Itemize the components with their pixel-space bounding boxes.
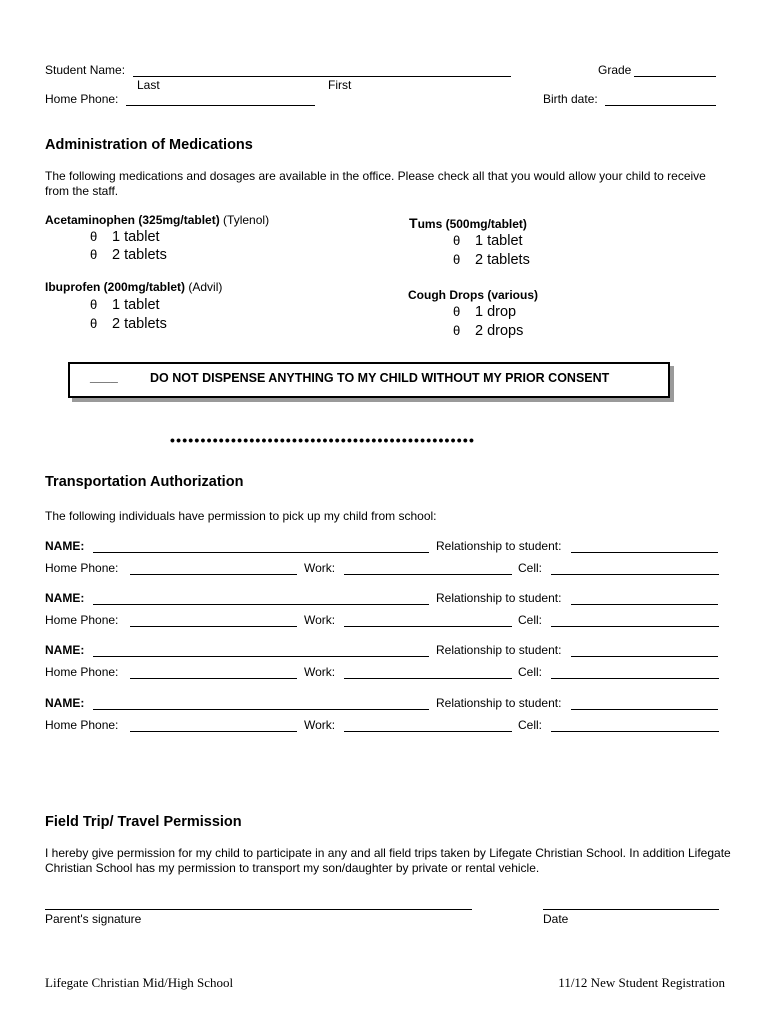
- pickup-relationship-field[interactable]: [571, 656, 718, 657]
- pickup-cell-label: Cell:: [518, 613, 543, 627]
- pickup-home-phone-field[interactable]: [130, 678, 297, 679]
- grade-label: Grade: [598, 63, 632, 77]
- pickup-relationship-field[interactable]: [571, 709, 718, 710]
- option-label: 1 tablet: [112, 297, 160, 313]
- pickup-relationship-label: Relationship to student:: [436, 539, 562, 553]
- acetaminophen-brand: (Tylenol): [223, 213, 270, 227]
- pickup-home-phone-label: Home Phone:: [45, 561, 119, 575]
- checkbox-icon[interactable]: θ: [453, 304, 461, 319]
- medications-heading: Administration of Medications: [45, 137, 253, 153]
- date-label: Date: [543, 912, 569, 926]
- pickup-name-field[interactable]: [93, 709, 429, 710]
- ibuprofen-brand: (Advil): [188, 280, 223, 294]
- pickup-cell-field[interactable]: [551, 678, 719, 679]
- consent-blank[interactable]: ____: [90, 370, 118, 384]
- pickup-name-field[interactable]: [93, 552, 429, 553]
- pickup-name-label: NAME:: [45, 643, 85, 657]
- pickup-work-field[interactable]: [344, 574, 512, 575]
- pickup-work-label: Work:: [304, 613, 336, 627]
- checkbox-icon[interactable]: θ: [90, 229, 98, 244]
- tums-name: ums (500mg/tablet): [417, 217, 527, 231]
- consent-box: [68, 362, 670, 398]
- tums-option-1[interactable]: [453, 233, 523, 249]
- date-field[interactable]: [543, 909, 719, 910]
- pickup-work-field[interactable]: [344, 626, 512, 627]
- pickup-cell-label: Cell:: [518, 718, 543, 732]
- cough-drops-label: Cough Drops (various): [408, 288, 539, 302]
- first-name-caption: First: [328, 78, 352, 92]
- pickup-work-label: Work:: [304, 665, 336, 679]
- pickup-cell-label: Cell:: [518, 561, 543, 575]
- pickup-work-field[interactable]: [344, 678, 512, 679]
- medications-intro: The following medications and dosages are available in the office. Please check all that you would allow your child to receive from the staff.: [45, 169, 706, 198]
- pickup-home-phone-label: Home Phone:: [45, 613, 119, 627]
- consent-text: DO NOT DISPENSE ANYTHING TO MY CHILD WITHOUT MY PRIOR CONSENT: [150, 371, 610, 385]
- pickup-name-field[interactable]: [93, 604, 429, 605]
- ibuprofen-option-1[interactable]: [90, 297, 160, 313]
- tums-label: [409, 215, 527, 231]
- field-trip-heading: Field Trip/ Travel Permission: [45, 814, 242, 830]
- checkbox-icon[interactable]: θ: [453, 252, 461, 267]
- option-label: 2 tablets: [112, 316, 167, 332]
- checkbox-icon[interactable]: θ: [453, 233, 461, 248]
- pickup-home-phone-field[interactable]: [130, 574, 297, 575]
- pickup-name-label: NAME:: [45, 539, 85, 553]
- tums-option-2[interactable]: [453, 252, 530, 268]
- pickup-work-field[interactable]: [344, 731, 512, 732]
- tums-initial: T: [409, 215, 418, 231]
- ibuprofen-name: Ibuprofen (200mg/tablet): [45, 280, 186, 294]
- option-label: 1 drop: [475, 304, 517, 320]
- pickup-cell-field[interactable]: [551, 574, 719, 575]
- pickup-relationship-label: Relationship to student:: [436, 591, 562, 605]
- acetaminophen-option-2[interactable]: [90, 247, 167, 263]
- acetaminophen-option-1[interactable]: [90, 229, 160, 245]
- field-trip-text: I hereby give permission for my child to participate in any and all field trips taken by Lifegate Christian School. In addition Lifegate Christian School has my permission to transport my son/daughter by private or rental vehicle.: [45, 846, 731, 875]
- cough-drops-option-2[interactable]: [453, 323, 523, 339]
- parent-signature-field[interactable]: [45, 909, 472, 910]
- acetaminophen-name: Acetaminophen (325mg/tablet): [45, 213, 220, 227]
- ibuprofen-label: [45, 280, 222, 294]
- footer-form-name: 11/12 New Student Registration: [558, 975, 725, 990]
- pickup-home-phone-field[interactable]: [130, 731, 297, 732]
- pickup-relationship-field[interactable]: [571, 552, 718, 553]
- cough-drops-option-1[interactable]: [453, 304, 516, 320]
- pickup-work-label: Work:: [304, 718, 336, 732]
- pickup-relationship-label: Relationship to student:: [436, 696, 562, 710]
- pickup-name-field[interactable]: [93, 656, 429, 657]
- birth-date-label: Birth date:: [543, 92, 598, 106]
- last-name-caption: Last: [137, 78, 160, 92]
- transportation-intro: The following individuals have permission to pick up my child from school:: [45, 509, 437, 523]
- transportation-heading: Transportation Authorization: [45, 474, 244, 490]
- option-label: 1 tablet: [112, 229, 160, 245]
- pickup-relationship-label: Relationship to student:: [436, 643, 562, 657]
- option-label: 2 drops: [475, 323, 524, 339]
- pickup-cell-label: Cell:: [518, 665, 543, 679]
- footer-school-name: Lifegate Christian Mid/High School: [45, 975, 234, 990]
- pickup-name-label: NAME:: [45, 696, 85, 710]
- pickup-home-phone-label: Home Phone:: [45, 718, 119, 732]
- pickup-home-phone-field[interactable]: [130, 626, 297, 627]
- student-name-label: Student Name:: [45, 63, 126, 77]
- checkbox-icon[interactable]: θ: [90, 247, 98, 262]
- option-label: 1 tablet: [475, 233, 523, 249]
- ibuprofen-option-2[interactable]: [90, 316, 167, 332]
- pickup-name-label: NAME:: [45, 591, 85, 605]
- pickup-cell-field[interactable]: [551, 731, 719, 732]
- student-name-field[interactable]: [133, 76, 511, 77]
- grade-field[interactable]: [634, 76, 716, 77]
- birth-date-field[interactable]: [605, 105, 716, 106]
- parent-signature-label: Parent's signature: [45, 912, 142, 926]
- option-label: 2 tablets: [112, 247, 167, 263]
- pickup-work-label: Work:: [304, 561, 336, 575]
- checkbox-icon[interactable]: θ: [90, 297, 98, 312]
- pickup-relationship-field[interactable]: [571, 604, 718, 605]
- home-phone-field[interactable]: [126, 105, 315, 106]
- checkbox-icon[interactable]: θ: [453, 323, 461, 338]
- option-label: 2 tablets: [475, 252, 530, 268]
- section-separator: ••••••••••••••••••••••••••••••••••••••••••••••••••: [170, 432, 476, 448]
- acetaminophen-label: [45, 213, 269, 227]
- pickup-cell-field[interactable]: [551, 626, 719, 627]
- pickup-home-phone-label: Home Phone:: [45, 665, 119, 679]
- home-phone-label: Home Phone:: [45, 92, 119, 106]
- checkbox-icon[interactable]: θ: [90, 316, 98, 331]
